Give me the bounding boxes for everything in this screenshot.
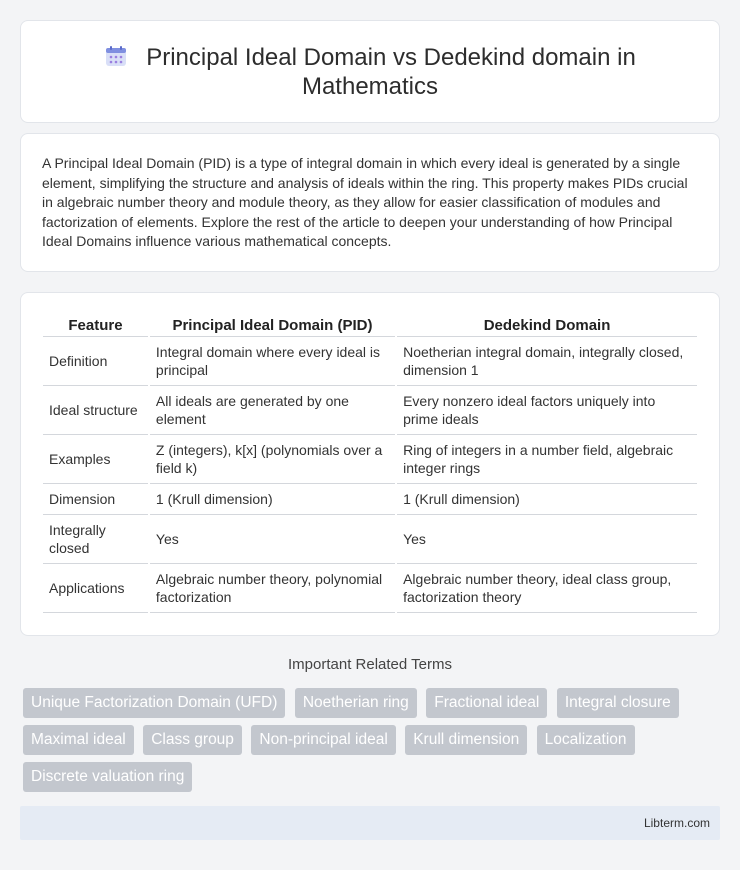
- related-terms-title: Important Related Terms: [288, 656, 452, 673]
- footer: [20, 806, 720, 840]
- comparison-card: [20, 292, 720, 636]
- row-pid: Integral domain where every ideal is principal: [150, 337, 395, 386]
- header-pid: Principal Ideal Domain (PID): [150, 316, 395, 337]
- table-row: [43, 515, 697, 564]
- row-feature: Dimension: [43, 484, 148, 515]
- title-card: [20, 20, 720, 123]
- row-pid: 1 (Krull dimension): [150, 484, 395, 515]
- tag-integral-closure[interactable]: Integral closure: [557, 688, 679, 718]
- comparison-table: [41, 316, 699, 613]
- table-row: [43, 484, 697, 515]
- table-row: [43, 564, 697, 613]
- tag-maximal-ideal[interactable]: Maximal ideal: [23, 725, 134, 755]
- row-feature: Integrally closed: [43, 515, 148, 564]
- row-feature: Ideal structure: [43, 386, 148, 435]
- tag-class-group[interactable]: Class group: [143, 725, 242, 755]
- row-dedekind: Yes: [397, 515, 697, 564]
- page-title: Principal Ideal Domain vs Dedekind domain in Mathematics: [146, 44, 636, 100]
- header-feature: Feature: [43, 316, 148, 337]
- row-pid: Yes: [150, 515, 395, 564]
- calendar-icon: [104, 44, 128, 68]
- table-row: [43, 435, 697, 484]
- row-pid: Z (integers), k[x] (polynomials over a field k): [150, 435, 395, 484]
- tag-krull-dimension[interactable]: Krull dimension: [405, 725, 527, 755]
- row-feature: Definition: [43, 337, 148, 386]
- table-header-row: [43, 316, 697, 337]
- row-dedekind: Every nonzero ideal factors uniquely into prime ideals: [397, 386, 697, 435]
- tag-fractional-ideal[interactable]: Fractional ideal: [426, 688, 547, 718]
- row-pid: Algebraic number theory, polynomial factorization: [150, 564, 395, 613]
- tag-noetherian-ring[interactable]: Noetherian ring: [295, 688, 417, 718]
- intro-paragraph: A Principal Ideal Domain (PID) is a type of integral domain in which every ideal is generated by a single element, simplifying the structure and analysis of ideals within the ring. This property makes PIDs crucial in algebraic number theory and module theory, as they allow for easier classification of modules and factorization of elements. Explore the rest of the article to deepen your understanding of how Principal Ideal Domains influence various mathematical concepts.: [42, 155, 688, 250]
- footer-site-link[interactable]: Libterm.com: [643, 816, 710, 830]
- header-dedekind: Dedekind Domain: [397, 316, 697, 337]
- row-feature: Applications: [43, 564, 148, 613]
- tag-non-principal-ideal[interactable]: Non-principal ideal: [251, 725, 395, 755]
- table-row: [43, 337, 697, 386]
- related-tags: [23, 688, 703, 799]
- row-dedekind: 1 (Krull dimension): [397, 484, 697, 515]
- intro-card: [20, 133, 720, 272]
- row-dedekind: Ring of integers in a number field, algebraic integer rings: [397, 435, 697, 484]
- tag-ufd[interactable]: Unique Factorization Domain (UFD): [23, 688, 285, 718]
- table-row: [43, 386, 697, 435]
- row-dedekind: Algebraic number theory, ideal class group, factorization theory: [397, 564, 697, 613]
- tag-localization[interactable]: Localization: [537, 725, 635, 755]
- row-pid: All ideals are generated by one element: [150, 386, 395, 435]
- tag-discrete-valuation-ring[interactable]: Discrete valuation ring: [23, 762, 192, 792]
- row-feature: Examples: [43, 435, 148, 484]
- row-dedekind: Noetherian integral domain, integrally closed, dimension 1: [397, 337, 697, 386]
- page-title-wrap: [21, 43, 719, 101]
